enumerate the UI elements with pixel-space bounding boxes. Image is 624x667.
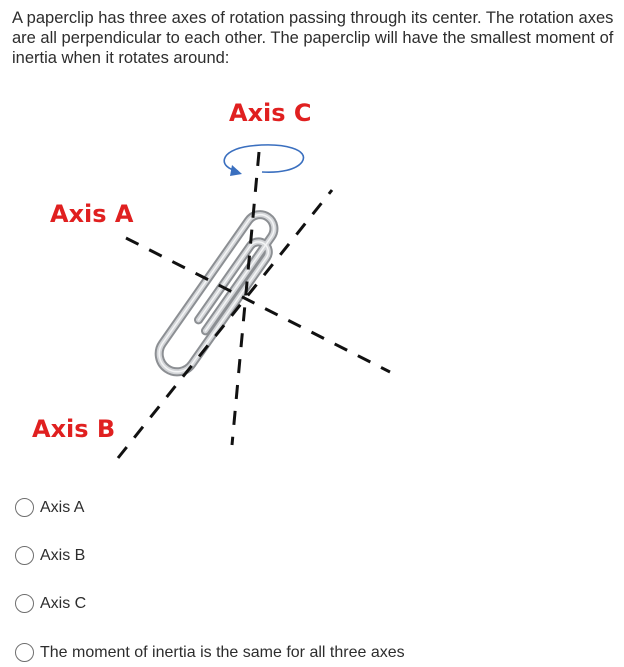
paperclip-icon: [152, 209, 286, 379]
axis-c-label: Axis C: [229, 99, 312, 127]
question-text: A paperclip has three axes of rotation passing through its center. The rotation axes are all perpendicular to each other. The paperclip will have the smallest moment of inertia when it rotates around:: [12, 9, 614, 67]
radio-button[interactable]: [15, 594, 34, 613]
option-axis-a[interactable]: [15, 498, 84, 517]
option-axis-c[interactable]: [15, 594, 86, 613]
paperclip-figure: [0, 80, 624, 480]
radio-button[interactable]: [15, 498, 34, 517]
option-same-for-all[interactable]: [15, 643, 405, 662]
option-axis-b[interactable]: [15, 546, 85, 565]
axis-a-label: Axis A: [50, 200, 134, 228]
option-label: Axis C: [40, 594, 87, 612]
option-label: Axis B: [40, 546, 86, 564]
rotation-arrow-icon: [224, 145, 303, 176]
paperclip-diagram: [0, 80, 624, 480]
radio-button[interactable]: [15, 643, 34, 662]
option-label: The moment of inertia is the same for all three axes: [40, 643, 405, 661]
radio-button[interactable]: [15, 546, 34, 565]
option-label: Axis A: [40, 498, 85, 516]
axis-b-label: Axis B: [32, 415, 116, 443]
